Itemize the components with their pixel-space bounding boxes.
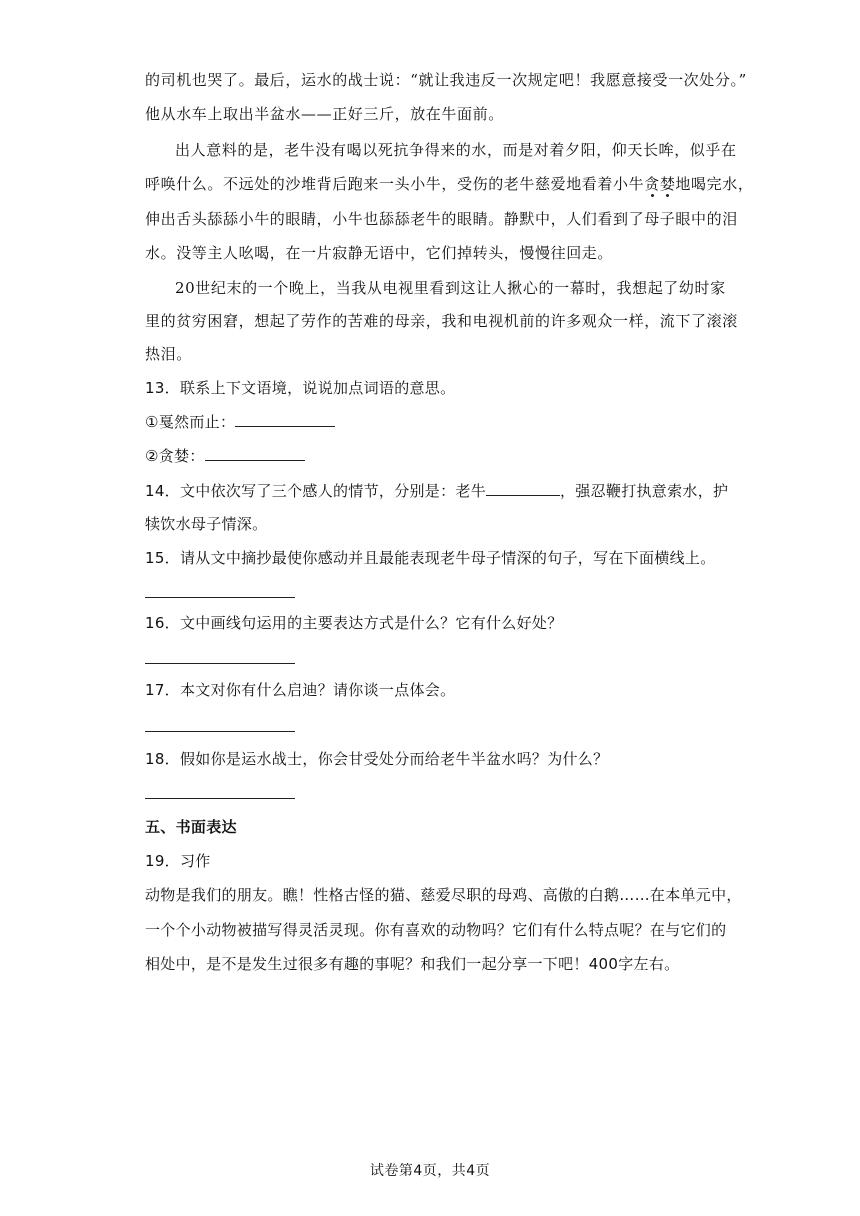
question-14 [145, 481, 729, 501]
answer-blank-13-2[interactable] [205, 446, 305, 461]
passage-line-4-text: 呼唤什么。不远处的沙堆背后跑来一头小牛，受伤的老牛慈爱地看着小牛 [145, 175, 645, 193]
dotted-char-tan: 贪 [644, 175, 660, 193]
question-14-text-b: ，强忍鞭打执意索水，护 [560, 482, 729, 500]
question-13-1-label: ①戛然而止： [145, 413, 236, 431]
writing-prompt-line-1: 动物是我们的朋友。瞧！性格古怪的猫、慈爱尽职的母鸡、高傲的白鹅……在本单元中， [145, 886, 742, 904]
section-title-writing: 五、书面表达 [145, 818, 237, 836]
passage-line-4 [145, 174, 754, 194]
page-footer: 试卷第4页，共4页 [369, 1163, 491, 1179]
passage-line-2: 他从水车上取出半盆水——正好三斤，放在牛面前。 [145, 105, 504, 123]
question-13: 13．联系上下文语境，说说加点词语的意思。 [145, 379, 456, 397]
answer-blank-14[interactable] [486, 481, 560, 496]
answer-line-17[interactable] [145, 731, 295, 732]
passage-line-7: 20世纪末的一个晚上，当我从电视里看到这让人揪心的一幕时，我想起了幼时家 [175, 279, 726, 297]
passage-line-1: 的司机也哭了。最后，运水的战士说：“就让我违反一次规定吧！我愿意接受一次处分。” [145, 71, 747, 89]
answer-blank-13-1[interactable] [235, 412, 335, 427]
question-14-cont: 犊饮水母子情深。 [145, 515, 268, 533]
question-14-text-a: 14．文中依次写了三个感人的情节，分别是：老牛 [145, 482, 486, 500]
answer-line-18[interactable] [145, 798, 295, 799]
question-15: 15．请从文中摘抄最使你感动并且最能表现老牛母子情深的句子，写在下面横线上。 [145, 549, 716, 567]
question-18: 18．假如你是运水战士，你会甘受处分而给老牛半盆水吗？为什么？ [145, 750, 609, 768]
answer-line-16[interactable] [145, 663, 295, 664]
writing-prompt-line-3: 相处中，是不是发生过很多有趣的事呢？和我们一起分享一下吧！400字左右。 [145, 955, 680, 973]
passage-line-8: 里的贫穷困窘，想起了劳作的苦难的母亲，我和电视机前的许多观众一样，流下了滚滚 [145, 312, 738, 330]
passage-line-4-tail: 地喝完水， [675, 175, 754, 193]
passage-line-9: 热泪。 [145, 345, 192, 363]
question-17: 17．本文对你有什么启迪？请你谈一点体会。 [145, 681, 456, 699]
answer-line-15[interactable] [145, 597, 295, 598]
passage-line-3: 出人意料的是，老牛没有喝以死抗争得来的水，而是对着夕阳，仰天长哞，似乎在 [175, 141, 737, 159]
question-13-2-label: ②贪婪： [145, 447, 205, 465]
passage-line-6: 水。没等主人吆喝，在一片寂静无语中，它们掉转头，慢慢往回走。 [145, 244, 614, 262]
question-16: 16．文中画线句运用的主要表达方式是什么？它有什么好处？ [145, 614, 563, 632]
writing-prompt-line-2: 一个个小动物被描写得灵活灵现。你有喜欢的动物吗？它们有什么特点呢？在与它们的 [145, 921, 727, 939]
question-13-2 [145, 446, 725, 466]
passage-line-5: 伸出舌头舔舔小牛的眼睛，小牛也舔舔老牛的眼睛。静默中，人们看到了母子眼中的泪 [145, 210, 738, 228]
dotted-char-lan: 婪 [659, 175, 676, 193]
question-19: 19．习作 [145, 852, 211, 870]
question-13-1 [145, 412, 725, 432]
